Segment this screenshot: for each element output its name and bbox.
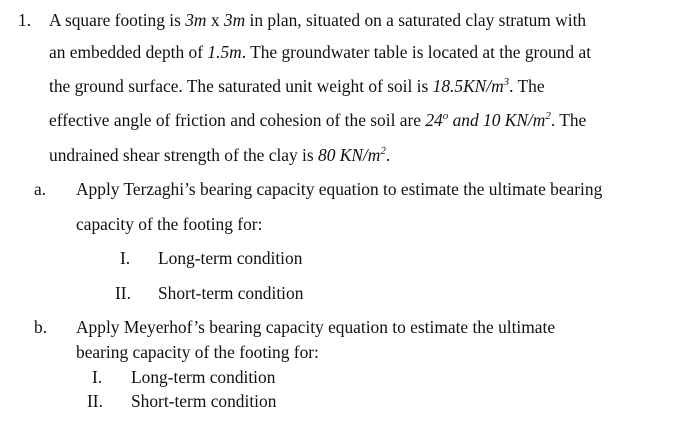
- question-line-3: [49, 75, 545, 97]
- math-dimension: 3m: [185, 10, 207, 30]
- question-text: A square footing is: [49, 10, 186, 30]
- part-b-item-2-numeral: II.: [87, 391, 103, 411]
- math-superscript: 2: [380, 145, 386, 157]
- question-line-1: [49, 9, 586, 31]
- math-depth: 1.5m: [207, 42, 242, 62]
- part-b-line-2: bearing capacity of the footing for:: [76, 342, 319, 362]
- math-cohesion: 10 KN/m: [483, 110, 546, 130]
- question-line-5: [49, 144, 390, 166]
- question-text: . The groundwater table is located at the ground at: [241, 42, 592, 62]
- math-shear-strength: 80 KN/m: [318, 145, 381, 165]
- question-text: .: [385, 145, 391, 165]
- question-text: x: [206, 10, 224, 30]
- part-a-item-1-numeral: I.: [120, 248, 131, 268]
- part-a-label: a.: [34, 179, 47, 199]
- question-text: . The: [550, 110, 587, 130]
- part-b-label: b.: [34, 317, 48, 337]
- math-dimension: 3m: [223, 10, 246, 30]
- question-line-4: [49, 109, 586, 131]
- question-text: undrained shear strength of the clay is: [49, 145, 318, 165]
- part-b-line-1: Apply Meyerhof’s bearing capacity equation to estimate the ultimate: [76, 317, 556, 337]
- part-b-item-1-text: Long-term condition: [131, 367, 276, 387]
- part-a-line-2: capacity of the footing for:: [76, 214, 263, 234]
- question-line-2: [49, 41, 591, 63]
- math-friction-angle: 24: [425, 110, 443, 130]
- question-text: . The: [509, 76, 545, 96]
- part-a-item-2-text: Short-term condition: [158, 283, 304, 303]
- math-superscript: 2: [545, 110, 551, 122]
- part-a-item-1-text: Long-term condition: [158, 248, 303, 268]
- part-a-line-1: Apply Terzaghi’s bearing capacity equation to estimate the ultimate bearing: [76, 179, 603, 199]
- question-text: in plan, situated on a saturated clay stratum with: [245, 10, 587, 30]
- math-and: and: [448, 110, 483, 130]
- part-b-item-1-numeral: I.: [92, 367, 103, 387]
- math-superscript: o: [442, 110, 449, 122]
- math-superscript: 3: [503, 76, 510, 88]
- question-text: an embedded depth of: [49, 42, 208, 62]
- question-text: the ground surface. The saturated unit weight of soil is: [49, 76, 433, 96]
- part-a-item-2-numeral: II.: [115, 283, 131, 303]
- math-unit-weight: 18.5KN/m: [432, 76, 504, 96]
- part-b-item-2-text: Short-term condition: [131, 391, 277, 411]
- question-text: effective angle of friction and cohesion of the soil are: [49, 110, 426, 130]
- question-number: 1.: [18, 10, 32, 30]
